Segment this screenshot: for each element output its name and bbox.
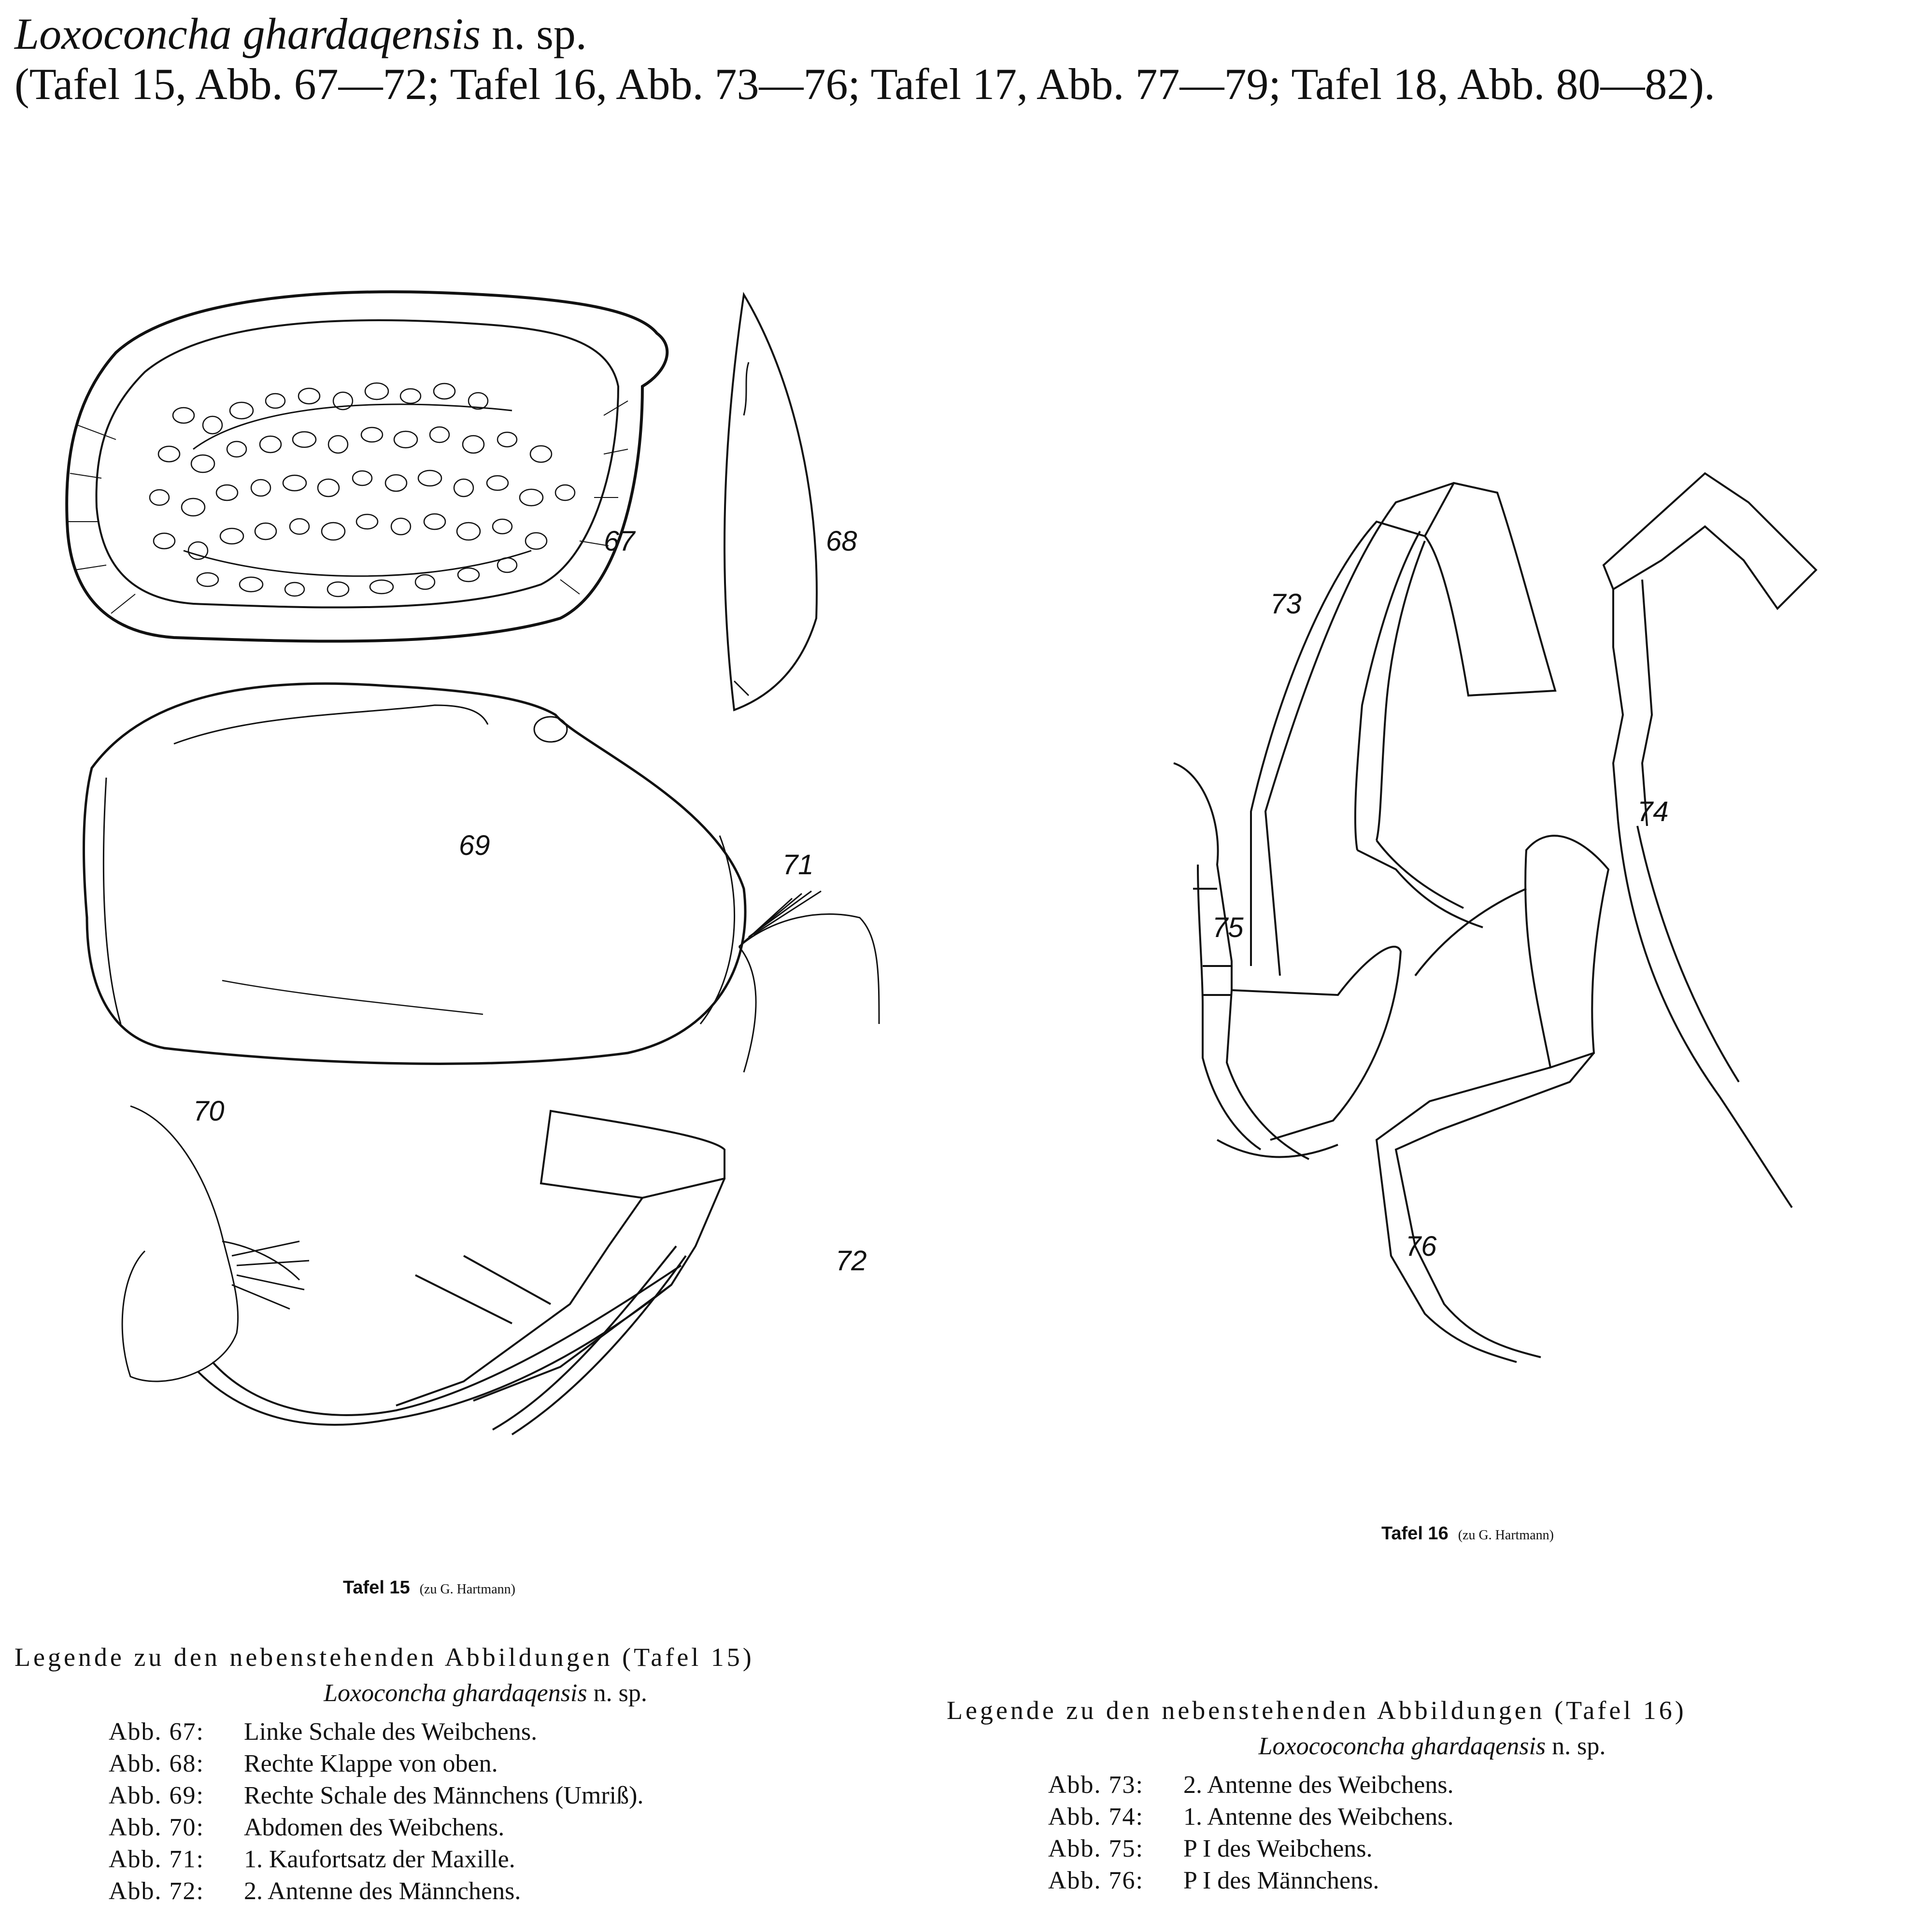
figure-label-70: 70 bbox=[193, 1095, 225, 1127]
legend-item: Abb. 71: 1. Kaufortsatz der Maxille. bbox=[109, 1846, 515, 1873]
legend-15-species-name: Loxoconcha ghardaqensis bbox=[324, 1679, 587, 1707]
figure-73-antenna-drawing bbox=[1251, 483, 1555, 976]
figure-label-67: 67 bbox=[604, 526, 635, 557]
plate-15-illustration bbox=[48, 280, 908, 1439]
legend-item: Abb. 67: Linke Schale des Weibchens. bbox=[109, 1718, 538, 1746]
plate-15-caption bbox=[343, 1577, 515, 1598]
figure-75-leg-drawing bbox=[1174, 763, 1401, 1159]
figure-label-75: 75 bbox=[1212, 912, 1244, 943]
legend-plate-15 bbox=[14, 1642, 956, 1907]
plate-16-credit: (zu G. Hartmann) bbox=[1458, 1528, 1554, 1543]
plate-15-drawings bbox=[48, 280, 908, 1439]
legend-16-title: Legende zu den nebenstehenden Abbildungen (Tafel 16) bbox=[947, 1696, 1687, 1725]
figure-label-74: 74 bbox=[1637, 796, 1669, 827]
figure-72-antenna-drawing bbox=[198, 1111, 724, 1435]
plate-15-label: Tafel 15 bbox=[343, 1577, 410, 1598]
figure-label-76: 76 bbox=[1406, 1231, 1437, 1262]
figure-label-72: 72 bbox=[836, 1245, 867, 1277]
legend-16-species-suffix: n. sp. bbox=[1552, 1733, 1606, 1760]
figure-label-68: 68 bbox=[826, 526, 857, 557]
legend-15-species bbox=[14, 1679, 956, 1707]
legend-15-list bbox=[109, 1716, 956, 1907]
legend-item: Abb. 68: Rechte Klappe von oben. bbox=[109, 1750, 498, 1777]
figure-68-valve-top-drawing bbox=[724, 295, 817, 710]
figure-70-abdomen-drawing bbox=[122, 1106, 309, 1381]
legend-15-title: Legende zu den nebenstehenden Abbildungen (Tafel 15) bbox=[14, 1643, 754, 1672]
legend-item: Abb. 70: Abdomen des Weibchens. bbox=[109, 1814, 505, 1841]
figure-label-69: 69 bbox=[459, 830, 490, 861]
legend-item: Abb. 72: 2. Antenne des Männchens. bbox=[109, 1877, 521, 1905]
section-heading bbox=[14, 9, 1918, 109]
figure-74-antenna-drawing bbox=[1604, 473, 1816, 1208]
legend-16-list bbox=[1048, 1769, 1918, 1897]
figure-76-leg-drawing bbox=[1377, 836, 1608, 1362]
figure-69-valve-outline-drawing bbox=[84, 683, 745, 1064]
figure-label-71: 71 bbox=[782, 849, 814, 881]
figure-67-left-valve-drawing bbox=[67, 292, 667, 641]
figure-label-73: 73 bbox=[1270, 588, 1302, 620]
figure-71-maxilla-drawing bbox=[739, 891, 879, 1072]
plate-16-drawings bbox=[1106, 454, 1840, 1401]
legend-item: Abb. 74: 1. Antenne des Weibchens. bbox=[1048, 1803, 1454, 1831]
plate-15-credit: (zu G. Hartmann) bbox=[419, 1582, 515, 1597]
species-suffix: n. sp. bbox=[492, 9, 587, 58]
legend-16-species bbox=[947, 1732, 1918, 1761]
plate-references: (Tafel 15, Abb. 67—72; Tafel 16, Abb. 73—76; Tafel 17, Abb. 77—79; Tafel 18, Abb. 80—82). bbox=[14, 59, 1715, 109]
legend-15-species-suffix: n. sp. bbox=[593, 1679, 647, 1707]
legend-item: Abb. 73: 2. Antenne des Weibchens. bbox=[1048, 1771, 1454, 1799]
legend-item: Abb. 69: Rechte Schale des Männchens (Umriß). bbox=[109, 1782, 644, 1809]
legend-plate-16 bbox=[947, 1695, 1918, 1897]
legend-item: Abb. 75: P I des Weibchens. bbox=[1048, 1835, 1373, 1862]
legend-16-species-name: Loxococoncha ghardaqensis bbox=[1258, 1733, 1546, 1760]
species-name: Loxoconcha ghardaqensis bbox=[14, 9, 481, 58]
legend-item: Abb. 76: P I des Männchens. bbox=[1048, 1867, 1379, 1894]
plate-16-label: Tafel 16 bbox=[1381, 1523, 1449, 1544]
plate-16-caption bbox=[1381, 1523, 1554, 1544]
species-title bbox=[14, 9, 1918, 59]
plate-16-illustration bbox=[1106, 454, 1840, 1401]
